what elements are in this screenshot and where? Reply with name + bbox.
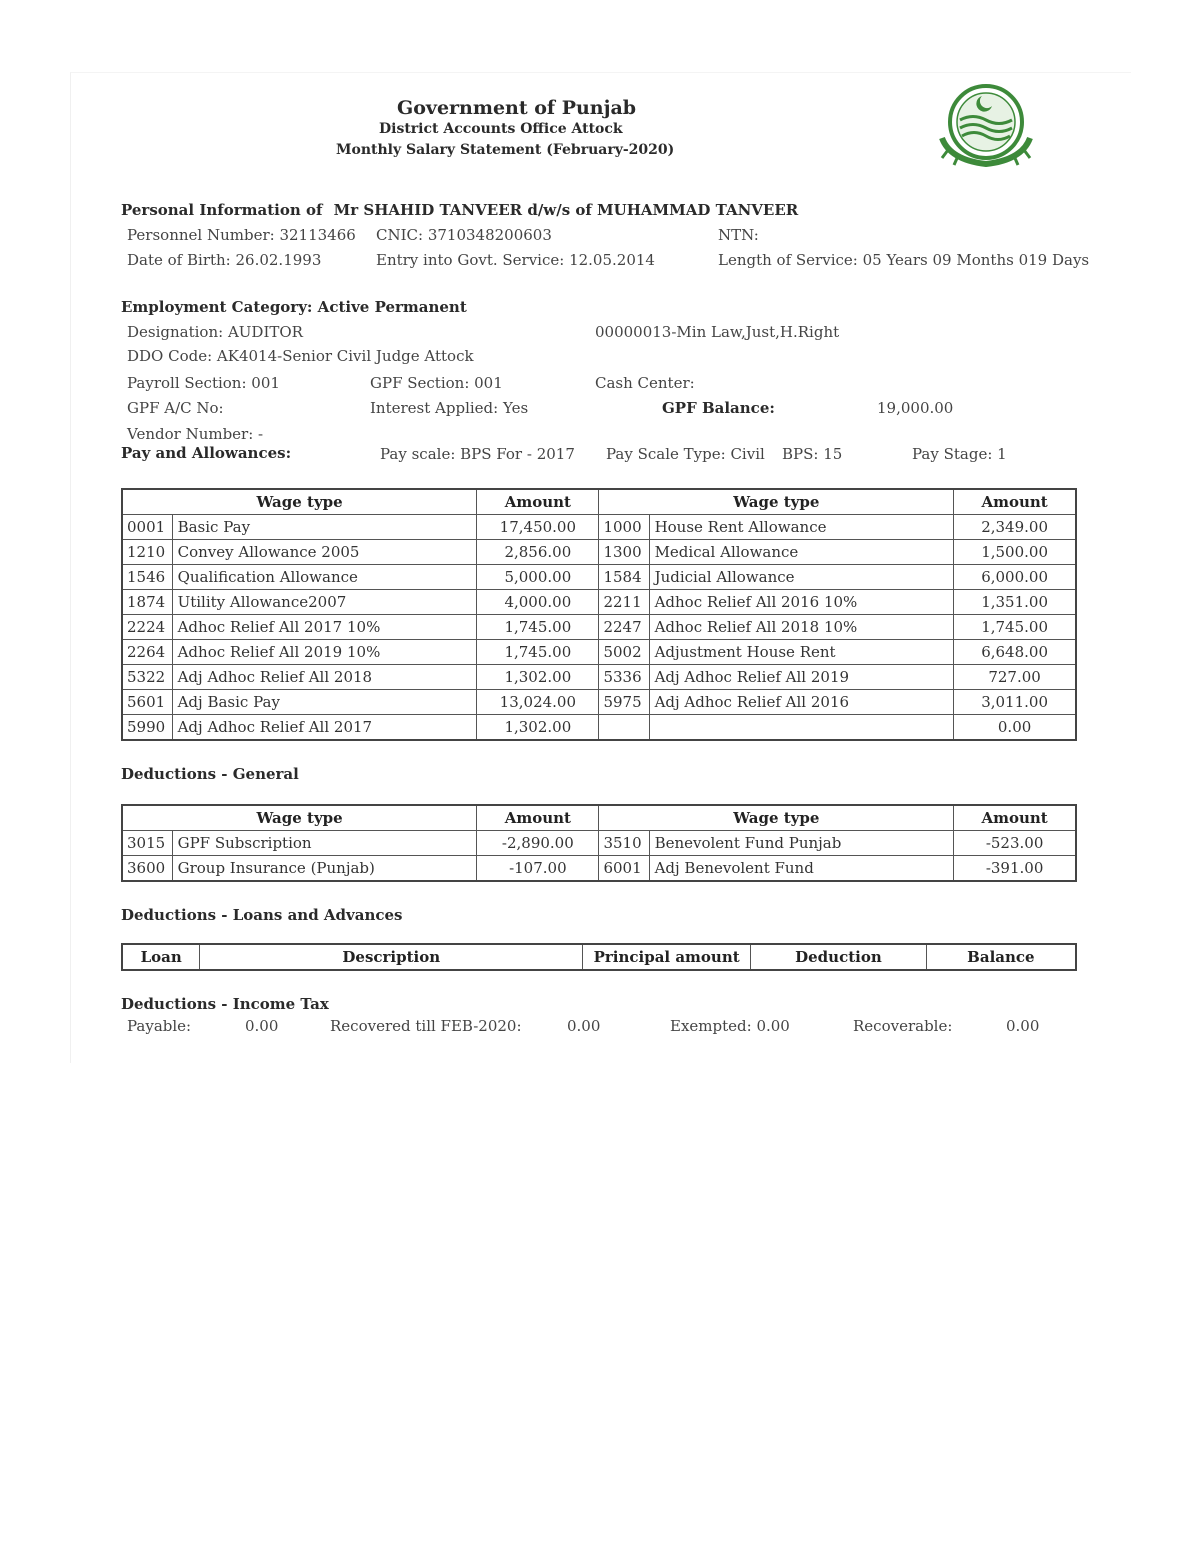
header-balance: Balance — [926, 944, 1076, 970]
wage-name-cell: Qualification Allowance — [172, 565, 477, 590]
wage-code-cell: 5002 — [599, 640, 649, 665]
wage-name-cell: GPF Subscription — [172, 831, 477, 856]
wage-code-cell — [599, 715, 649, 741]
vendor-number: Vendor Number: - — [127, 425, 264, 443]
wage-code-cell: 2247 — [599, 615, 649, 640]
punjab-emblem-logo — [930, 80, 1042, 168]
gpf-account-no: GPF A/C No: — [127, 399, 224, 417]
pay-stage: Pay Stage: 1 — [912, 445, 1007, 463]
header-amount: Amount — [954, 489, 1076, 515]
wage-code-cell: 5322 — [122, 665, 172, 690]
wage-name-cell: Adj Adhoc Relief All 2017 — [172, 715, 477, 741]
wage-name-cell: Adj Basic Pay — [172, 690, 477, 715]
recovered-label: Recovered till FEB-2020: — [330, 1017, 522, 1035]
allowances-header-row — [122, 489, 1076, 515]
header-loan: Loan — [122, 944, 200, 970]
amount-cell: 1,351.00 — [954, 590, 1076, 615]
wage-name-cell: Basic Pay — [172, 515, 477, 540]
amount-cell: 0.00 — [954, 715, 1076, 741]
recovered-value: 0.00 — [567, 1017, 601, 1035]
header-description: Description — [200, 944, 583, 970]
wage-name-cell: Adhoc Relief All 2019 10% — [172, 640, 477, 665]
wage-code-cell: 5336 — [599, 665, 649, 690]
amount-cell: 6,648.00 — [954, 640, 1076, 665]
payable-label: Payable: — [127, 1017, 192, 1035]
payroll-section: Payroll Section: 001 — [127, 374, 280, 392]
wage-code-cell: 2264 — [122, 640, 172, 665]
header-wage-type: Wage type — [122, 489, 477, 515]
cnic: CNIC: 3710348200603 — [376, 226, 552, 244]
table-row — [122, 515, 1076, 540]
table-row — [122, 590, 1076, 615]
personal-info-label: Personal Information of — [121, 201, 323, 219]
cash-center: Cash Center: — [595, 374, 695, 392]
wage-name-cell: Convey Allowance 2005 — [172, 540, 477, 565]
wage-name-cell: Adj Adhoc Relief All 2019 — [649, 665, 954, 690]
amount-cell: 13,024.00 — [477, 690, 599, 715]
amount-cell: 2,856.00 — [477, 540, 599, 565]
wage-code-cell: 6001 — [599, 856, 649, 882]
header-principal-amount: Principal amount — [583, 944, 751, 970]
wage-name-cell — [649, 715, 954, 741]
wage-name-cell: Adj Adhoc Relief All 2018 — [172, 665, 477, 690]
header-amount: Amount — [477, 805, 599, 831]
wage-name-cell: Adhoc Relief All 2016 10% — [649, 590, 954, 615]
ddo-code: DDO Code: AK4014-Senior Civil Judge Attock — [127, 347, 474, 365]
loans-heading: Deductions - Loans and Advances — [121, 906, 403, 924]
amount-cell: 1,302.00 — [477, 715, 599, 741]
personnel-number: Personnel Number: 32113466 — [127, 226, 356, 244]
wage-name-cell: Adhoc Relief All 2017 10% — [172, 615, 477, 640]
gpf-balance-value: 19,000.00 — [877, 399, 954, 417]
amount-cell: 1,745.00 — [477, 615, 599, 640]
gpf-balance-label: GPF Balance: — [662, 399, 775, 417]
allowances-table — [121, 488, 1077, 741]
date-of-birth: Date of Birth: 26.02.1993 — [127, 251, 322, 269]
amount-cell: -391.00 — [954, 856, 1076, 882]
gov-title: Government of Punjab — [397, 97, 637, 119]
loans-header-row — [122, 944, 1076, 970]
deductions-header-row — [122, 805, 1076, 831]
wage-code-cell: 3600 — [122, 856, 172, 882]
table-row — [122, 856, 1076, 882]
exempted: Exempted: 0.00 — [670, 1017, 790, 1035]
table-row — [122, 831, 1076, 856]
amount-cell: 5,000.00 — [477, 565, 599, 590]
wage-code-cell: 3510 — [599, 831, 649, 856]
amount-cell: -107.00 — [477, 856, 599, 882]
bps: BPS: 15 — [782, 445, 843, 463]
pay-scale: Pay scale: BPS For - 2017 — [380, 445, 575, 463]
amount-cell: 1,745.00 — [954, 615, 1076, 640]
header-wage-type: Wage type — [599, 489, 954, 515]
amount-cell: 3,011.00 — [954, 690, 1076, 715]
wage-code-cell: 5601 — [122, 690, 172, 715]
amount-cell: 17,450.00 — [477, 515, 599, 540]
personal-info-heading — [121, 201, 798, 219]
wage-code-cell: 1300 — [599, 540, 649, 565]
wage-code-cell: 5990 — [122, 715, 172, 741]
wage-code-cell: 2224 — [122, 615, 172, 640]
income-tax-heading: Deductions - Income Tax — [121, 995, 329, 1013]
recoverable-label: Recoverable: — [853, 1017, 953, 1035]
header-wage-type: Wage type — [599, 805, 954, 831]
wage-name-cell: Adhoc Relief All 2018 10% — [649, 615, 954, 640]
loans-table — [121, 943, 1077, 971]
header-amount: Amount — [954, 805, 1076, 831]
pay-scale-type: Pay Scale Type: Civil — [606, 445, 765, 463]
amount-cell: -2,890.00 — [477, 831, 599, 856]
wage-name-cell: Adjustment House Rent — [649, 640, 954, 665]
wage-code-cell: 0001 — [122, 515, 172, 540]
amount-cell: 2,349.00 — [954, 515, 1076, 540]
gpf-section: GPF Section: 001 — [370, 374, 503, 392]
deductions-general-heading: Deductions - General — [121, 765, 299, 783]
wage-name-cell: House Rent Allowance — [649, 515, 954, 540]
wage-code-cell: 1874 — [122, 590, 172, 615]
wage-code-cell: 3015 — [122, 831, 172, 856]
recoverable-value: 0.00 — [1006, 1017, 1040, 1035]
wage-name-cell: Adj Adhoc Relief All 2016 — [649, 690, 954, 715]
wage-name-cell: Group Insurance (Punjab) — [172, 856, 477, 882]
statement-title: Monthly Salary Statement (February-2020) — [336, 142, 675, 158]
deductions-general-table — [121, 804, 1077, 882]
header-deduction: Deduction — [751, 944, 927, 970]
table-row — [122, 715, 1076, 741]
ministry: 00000013-Min Law,Just,H.Right — [595, 323, 840, 341]
wage-code-cell: 1210 — [122, 540, 172, 565]
table-row — [122, 690, 1076, 715]
table-row — [122, 640, 1076, 665]
length-of-service: Length of Service: 05 Years 09 Months 019 Days — [718, 251, 1090, 269]
wage-name-cell: Utility Allowance2007 — [172, 590, 477, 615]
ntn: NTN: — [718, 226, 759, 244]
wage-code-cell: 1546 — [122, 565, 172, 590]
wage-name-cell: Judicial Allowance — [649, 565, 954, 590]
table-row — [122, 615, 1076, 640]
amount-cell: 727.00 — [954, 665, 1076, 690]
wage-name-cell: Benevolent Fund Punjab — [649, 831, 954, 856]
wage-code-cell: 1000 — [599, 515, 649, 540]
wage-code-cell: 5975 — [599, 690, 649, 715]
amount-cell: 1,745.00 — [477, 640, 599, 665]
amount-cell: 1,500.00 — [954, 540, 1076, 565]
employment-category: Employment Category: Active Permanent — [121, 298, 467, 316]
interest-applied: Interest Applied: Yes — [370, 399, 529, 417]
wage-name-cell: Medical Allowance — [649, 540, 954, 565]
wage-code-cell: 2211 — [599, 590, 649, 615]
amount-cell: -523.00 — [954, 831, 1076, 856]
header-amount: Amount — [477, 489, 599, 515]
designation: Designation: AUDITOR — [127, 323, 303, 341]
wage-name-cell: Adj Benevolent Fund — [649, 856, 954, 882]
header-wage-type: Wage type — [122, 805, 477, 831]
table-row — [122, 665, 1076, 690]
employee-name: Mr SHAHID TANVEER d/w/s of MUHAMMAD TANVEER — [333, 201, 799, 219]
entry-into-service: Entry into Govt. Service: 12.05.2014 — [376, 251, 655, 269]
amount-cell: 4,000.00 — [477, 590, 599, 615]
wage-code-cell: 1584 — [599, 565, 649, 590]
payable-value: 0.00 — [245, 1017, 279, 1035]
amount-cell: 1,302.00 — [477, 665, 599, 690]
office-name: District Accounts Office Attock — [379, 121, 623, 137]
table-row — [122, 540, 1076, 565]
amount-cell: 6,000.00 — [954, 565, 1076, 590]
table-row — [122, 565, 1076, 590]
pay-allowances-heading: Pay and Allowances: — [121, 444, 292, 462]
